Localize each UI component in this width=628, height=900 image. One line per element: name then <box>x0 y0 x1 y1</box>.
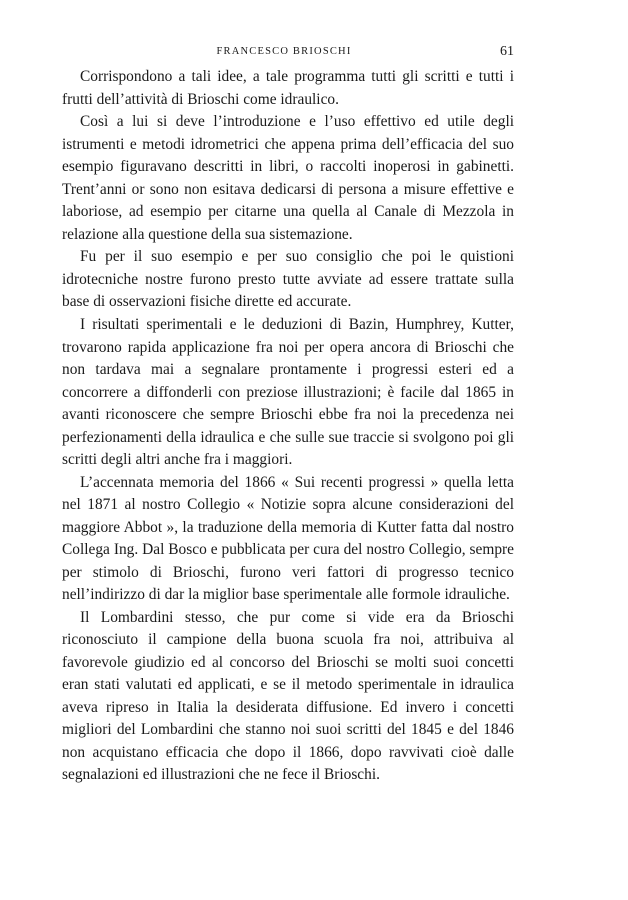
page-header <box>54 46 514 66</box>
paragraph: Il Lombardini stesso, che pur come si vide era da Brioschi riconosciuto il campione della buona scuola fra noi, attribuiva al favorevole giudizio ed al concorso del Brioschi se molti suoi concetti eran stati valutati ed applicati, e se il metodo sperimentale in idraulica aveva ripreso in Italia la desiderata diffusione. Ed invero i concetti migliori del Lombardini che stanno noi suoi scritti del 1845 e del 1846 non acquistano efficacia che dopo il 1866, dopo ravvivati cioè dalle segnalazioni ed illustrazioni che ne fece il Brioschi. <box>62 608 514 784</box>
paragraph: Così a lui si deve l’introduzione e l’uso effettivo ed utile degli istrumenti e metodi idrometrici che appena prima dell’efficacia del suo esempio figuravano descritti in libri, o raccolti inoperosi in gabinetti. Trent’anni or sono non esitava dedicarsi di persona a misure effettive e laboriose, ad esempio per citarne una quella al Canale di Mezzola in relazione alla questione della sua sistemazione. <box>62 113 514 243</box>
paragraph: L’accennata memoria del 1866 « Sui recenti progressi » quella letta nel 1871 al nostro Collegio « Notizie sopra alcune considerazioni del maggiore Abbot », la traduzione della memoria di Kutter fatta dal nostro Collega Ing. Dal Bosco e pubblicata per cura del nostro Collegio, sempre per stimolo di Brioschi, furono veri fattori di progresso tecnico nell’indirizzo di dar la miglior base sperimentale alle formole idrauliche. <box>62 473 514 604</box>
page-number: 61 <box>500 44 514 59</box>
paragraph: I risultati sperimentali e le deduzioni di Bazin, Humphrey, Kutter, trovarono rapida applicazione fra noi per opera ancora di Brioschi che non tardava mai a segnalare prontamente i progressi esteri ed a concorrere a diffonderli con preziose illustrazioni; è facile dal 1865 in avanti riconoscere che sempre Brioschi ebbe fra noi la precedenza nei perfezionamenti della idraulica e che sulle sue traccie si svolgono poi gli scritti degli altri anche fra i maggiori. <box>62 316 514 469</box>
running-head: FRANCESCO BRIOSCHI <box>216 46 352 57</box>
body-text <box>62 66 514 787</box>
paragraph: Corrispondono a tali idee, a tale programma tutti gli scritti e tutti i frutti dell’attività di Brioschi come idraulico. <box>62 68 514 108</box>
paragraph: Fu per il suo esempio e per suo consiglio che poi le quistioni idrotecniche nostre furono presto tutte avviate ad essere trattate sulla base di osservazioni fisiche dirette ed accurate. <box>62 248 514 311</box>
